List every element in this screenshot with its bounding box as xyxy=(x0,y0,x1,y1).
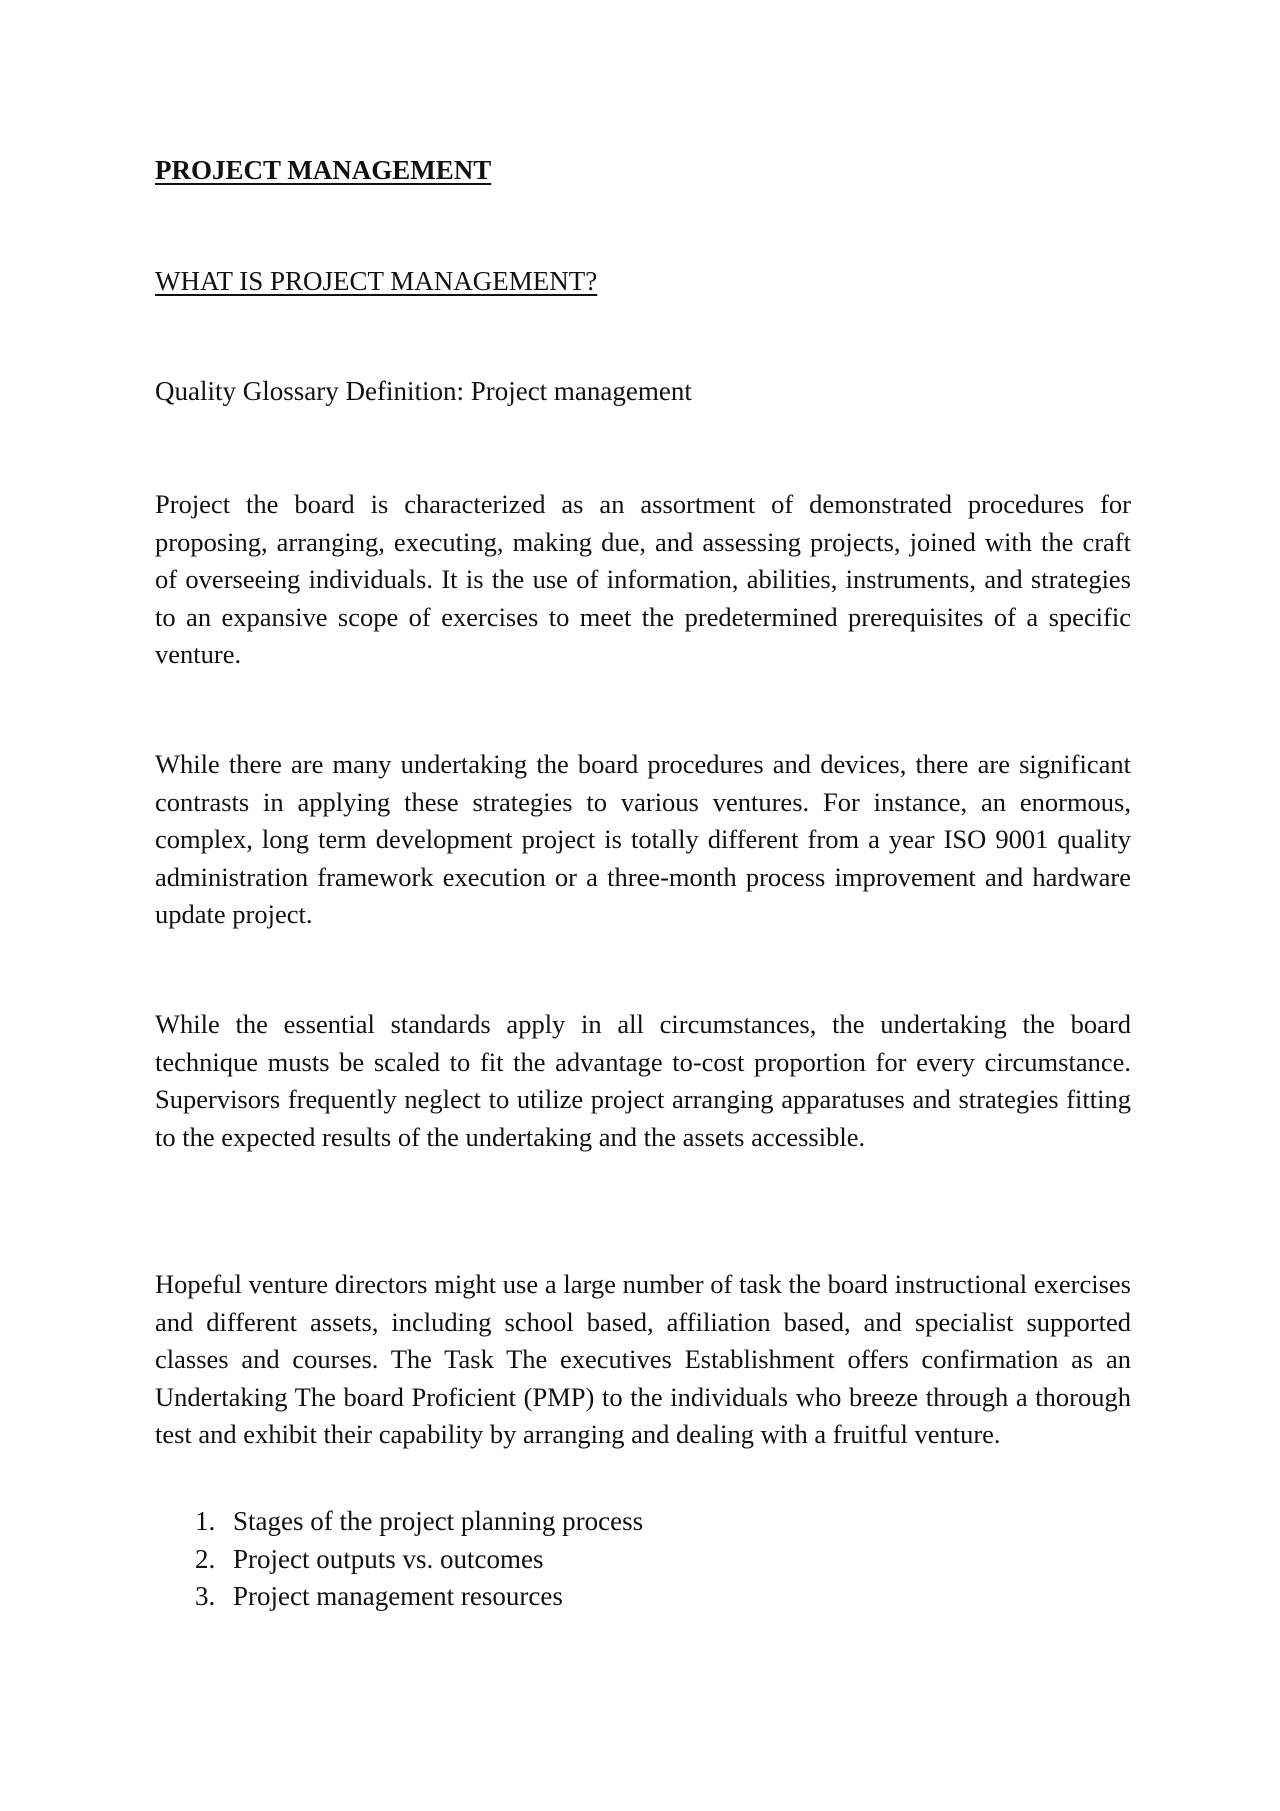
definition-label: Quality Glossary Definition: Project management xyxy=(155,376,692,406)
list-item-label: Project management resources xyxy=(233,1581,563,1611)
list-item-label: Stages of the project planning process xyxy=(233,1506,644,1536)
paragraph-scaling: While the essential standards apply in all circumstances, the undertaking the board technique musts be scaled to fit the advantage to-cost proportion for every circumstance. Supervisors frequently neglect to utilize project arranging apparatuses and strategies fitting to the expected results of the undertaking and the assets accessible. xyxy=(155,1009,1131,1152)
list-item xyxy=(155,1578,643,1616)
list-item-number: 1. xyxy=(195,1506,216,1536)
paragraph-definition: Project the board is characterized as an assortment of demonstrated procedures for proposing, arranging, executing, making due, and assessing projects, joined with the craft of overseeing individuals. It is the use of information, abilities, instruments, and strategies to an expansive scope of exercises to meet the predetermined prerequisites of a specific venture. xyxy=(155,489,1131,669)
paragraph-differences: While there are many undertaking the board procedures and devices, there are significant contrasts in applying these strategies to various ventures. For instance, an enormous, complex, long term development project is totally different from a year ISO 9001 quality administration framework execution or a three-month process improvement and hardware update project. xyxy=(155,749,1131,929)
list-item-number: 2. xyxy=(195,1543,216,1574)
document-title: PROJECT MANAGEMENT xyxy=(155,155,492,185)
list-item-label: Project outputs vs. outcomes xyxy=(233,1543,544,1574)
list-item xyxy=(155,1541,643,1579)
topics-list xyxy=(155,1503,643,1616)
list-item-number: 3. xyxy=(195,1581,216,1611)
section-heading: WHAT IS PROJECT MANAGEMENT? xyxy=(155,266,598,296)
paragraph-certification: Hopeful venture directors might use a large number of task the board instructional exercises and different assets, including school based, affiliation based, and specialist supported classes and courses. The Task The executives Establishment offers confirmation as an Undertaking The board Proficient (PMP) to the individuals who breeze through a thorough test and exhibit their capability by arranging and dealing with a fruitful venture. xyxy=(155,1269,1131,1449)
list-item xyxy=(155,1503,643,1541)
